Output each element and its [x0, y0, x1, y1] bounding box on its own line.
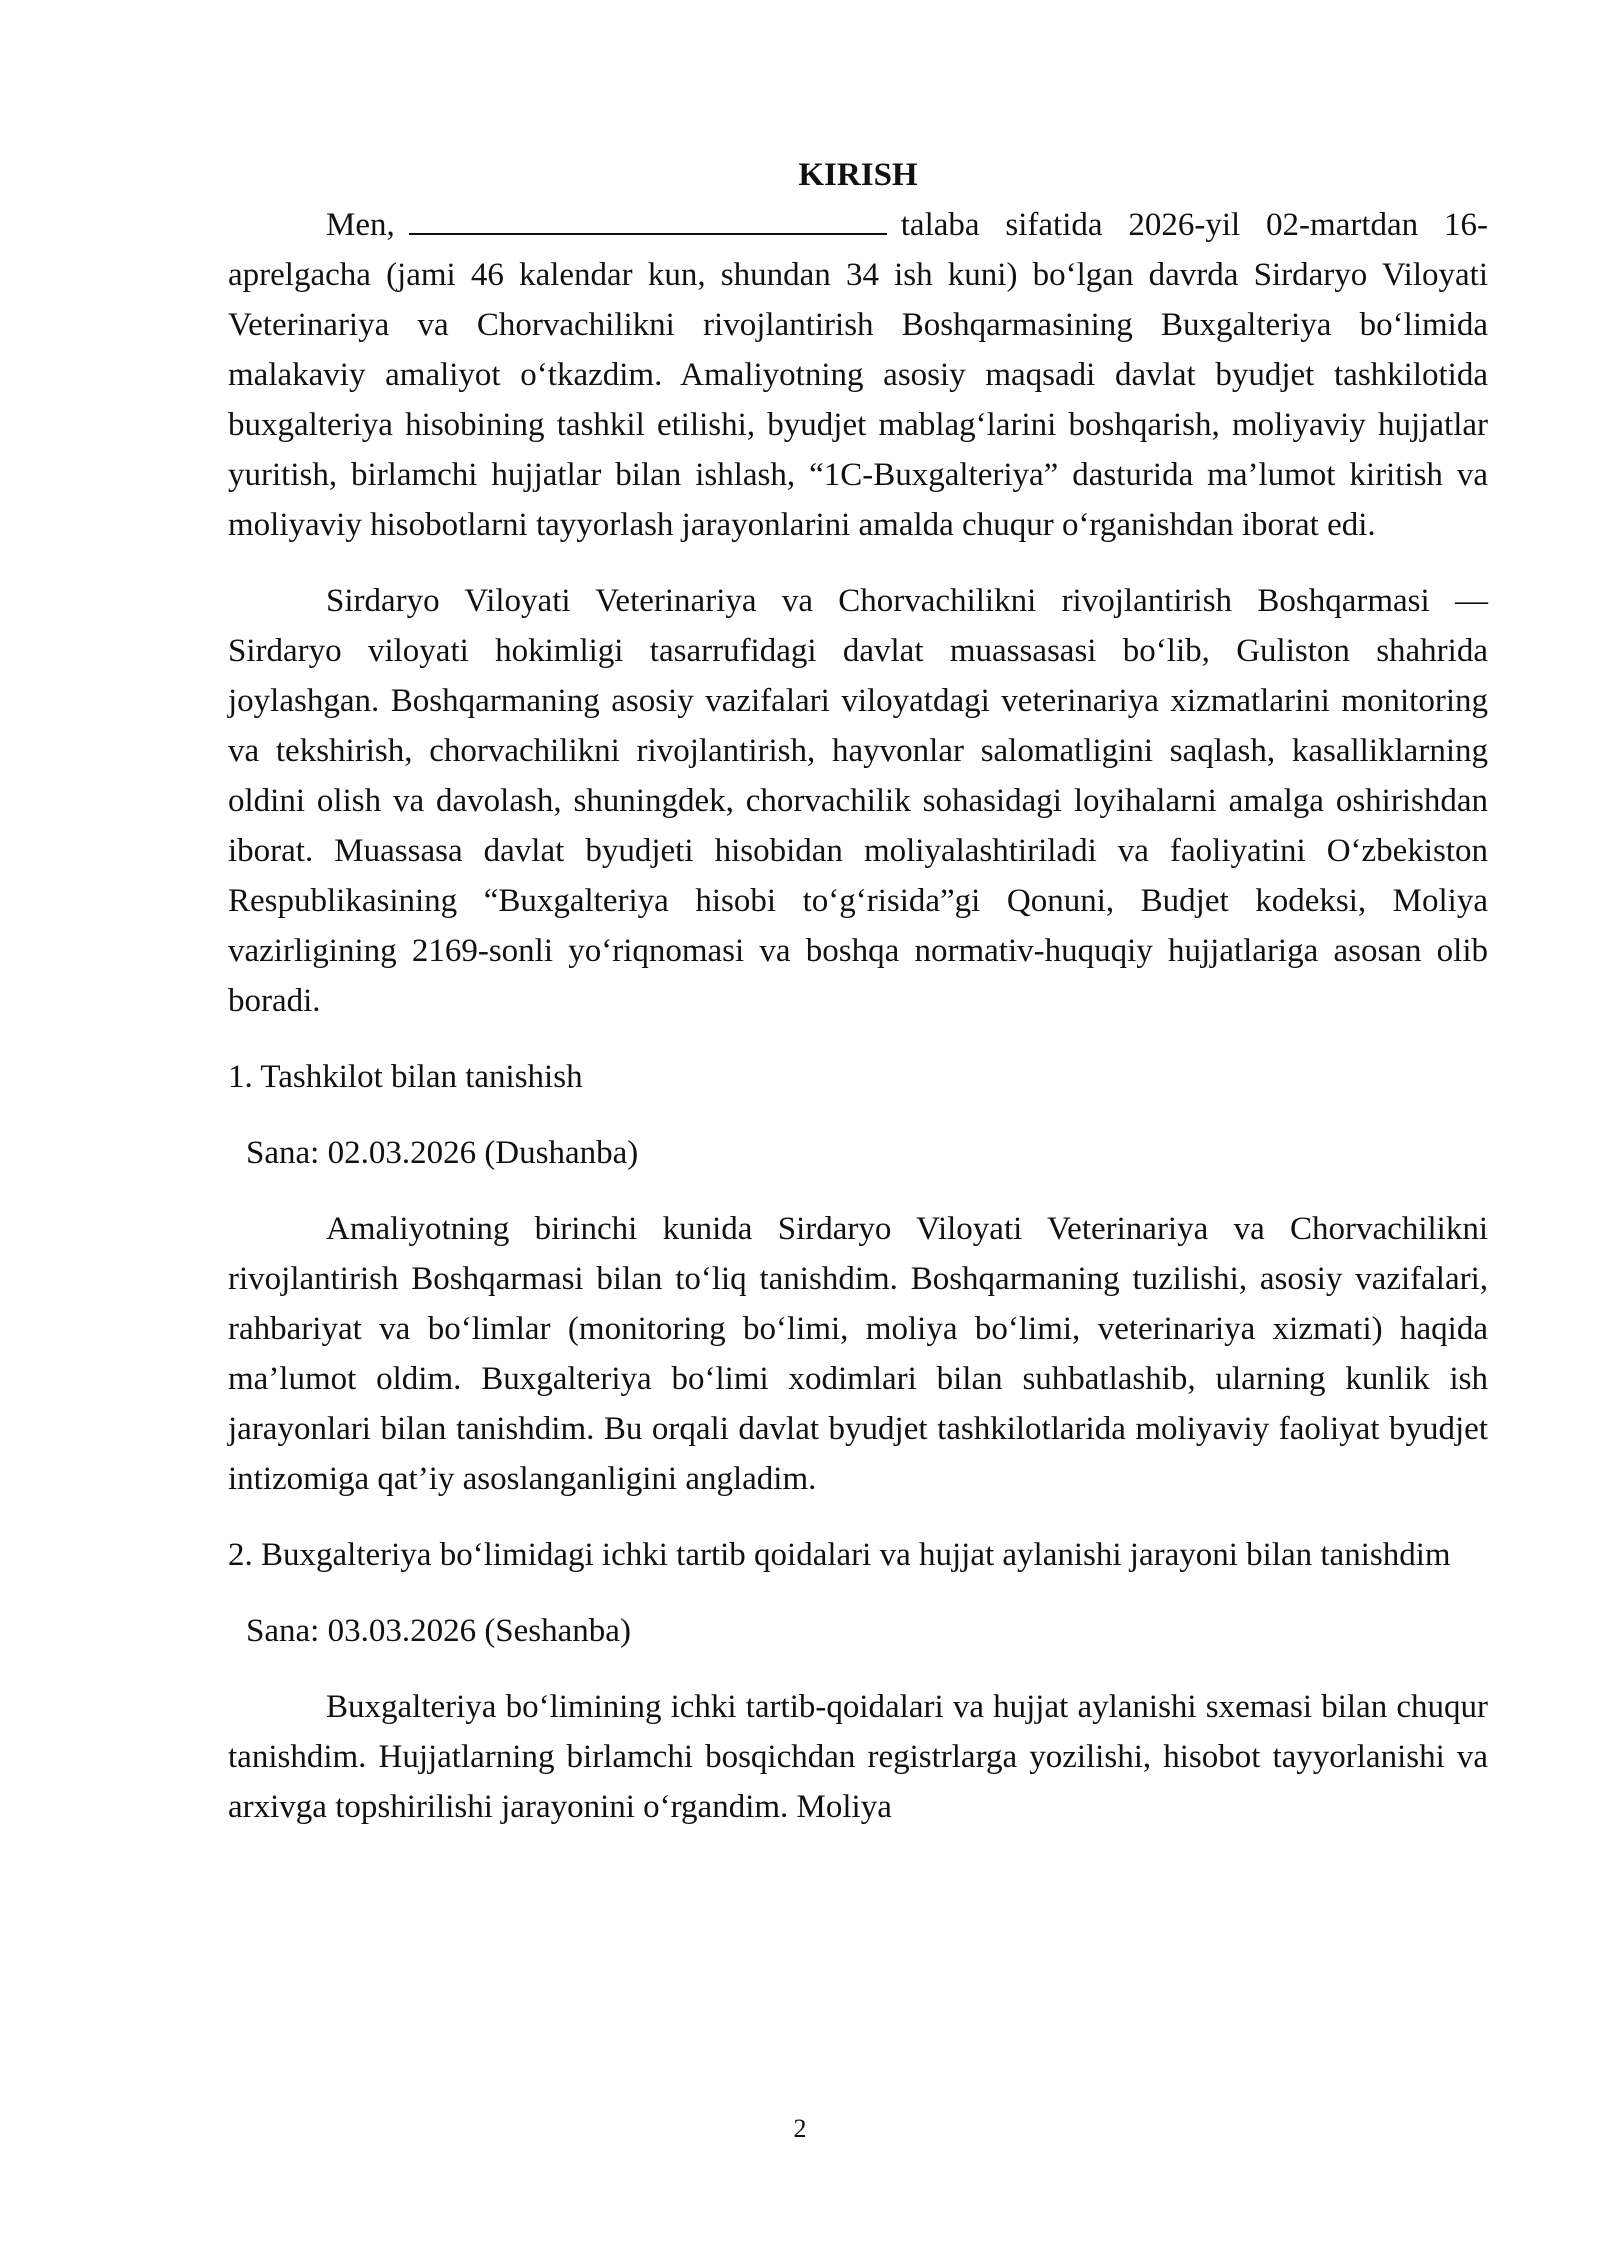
section-1 [228, 1052, 1488, 1504]
page-title: KIRISH [798, 157, 918, 193]
sections [228, 1052, 1488, 1832]
intro-paragraph: Sirdaryo Viloyati Veterinariya va Chorvachilikni rivojlantirish Boshqarmasi — Sirdaryo viloyati hokimligi tasarrufidagi davlat muassasasi bo‘lib, Guliston shahrida joylashgan. Boshqarmaning asosiy vazifalari viloyatdagi veterinariya xizmatlarini monitoring va tekshirish, chorvachilikni rivojlantirish, hayvonlar salomatligini saqlash, kasalliklarning oldini olish va davolash, shuningdek, chorvachilik sohasidagi loyihalarni amalga oshirishdan iborat. Muassasa davlat byudjeti hisobidan moliyalashtiriladi va faoliyatini O‘zbekiston Respublikasining “Buxgalteriya hisobi to‘g‘risida”gi Qonuni, Budjet kodeksi, Moliya vazirligining 2169-sonli yo‘riqnomasi va boshqa normativ-huquqiy hujjatlariga asosan olib boradi. [228, 583, 1488, 1019]
intro-lead-text: Men, [326, 207, 395, 243]
name-blank-line [409, 203, 887, 235]
section-heading: 1. Tashkilot bilan tanishish [228, 1059, 583, 1095]
intro-first-paragraph-text: talaba sifatida 2026-yil 02-martdan 16-aprelgacha (jami 46 kalendar kun, shundan 34 ish kuni) bo‘lgan davrda Sirdaryo Viloyati Veterinariya va Chorvachilikni rivojlantirish Boshqarmasining Buxgalteriya bo‘limida malakaviy amaliyot o‘tkazdim. Amaliyotning asosiy maqsadi davlat byudjet tashkilotida buxgalteriya hisobining tashkil etilishi, byudjet mablag‘larini boshqarish, moliyaviy hujjatlar yuritish, birlamchi hujjatlar bilan ishlash, “1C-Buxgalteriya” dasturida ma’lumot kiritish va moliyaviy hisobotlarni tayyorlash jarayonlarini amalda chuqur o‘rganishdan iborat edi. [228, 207, 1488, 543]
page-number: 2 [793, 2114, 807, 2143]
intro-first-paragraph [228, 200, 1488, 550]
section-paragraph: Buxgalteriya bo‘limining ichki tartib-qoidalari va hujjat aylanishi sxemasi bilan chuqur tanishdim. Hujjatlarning birlamchi bosqichdan registrlarga yozilishi, hisobot tayyorlanishi va arxivga topshirilishi jarayonini o‘rgandim. Moliya [228, 1689, 1488, 1825]
section-2 [228, 1530, 1488, 1832]
section-date: Sana: 02.03.2026 (Dushanba) [246, 1135, 639, 1171]
section-date: Sana: 03.03.2026 (Seshanba) [246, 1613, 631, 1649]
intro-paragraphs [228, 576, 1488, 1026]
page-content [228, 150, 1488, 1832]
section-heading: 2. Buxgalteriya bo‘limidagi ichki tartib qoidalari va hujjat aylanishi jarayoni bilan tanishdim [228, 1537, 1451, 1573]
section-paragraph: Amaliyotning birinchi kunida Sirdaryo Viloyati Veterinariya va Chorvachilikni rivojlantirish Boshqarmasi bilan to‘liq tanishdim. Boshqarmaning tuzilishi, asosiy vazifalari, rahbariyat va bo‘limlar (monitoring bo‘limi, moliya bo‘limi, veterinariya xizmati) haqida ma’lumot oldim. Buxgalteriya bo‘limi xodimlari bilan suhbatlashib, ularning kunlik ish jarayonlari bilan tanishdim. Bu orqali davlat byudjet tashkilotlarida moliyaviy faoliyat byudjet intizomiga qat’iy asoslanganligini angladim. [228, 1211, 1488, 1497]
